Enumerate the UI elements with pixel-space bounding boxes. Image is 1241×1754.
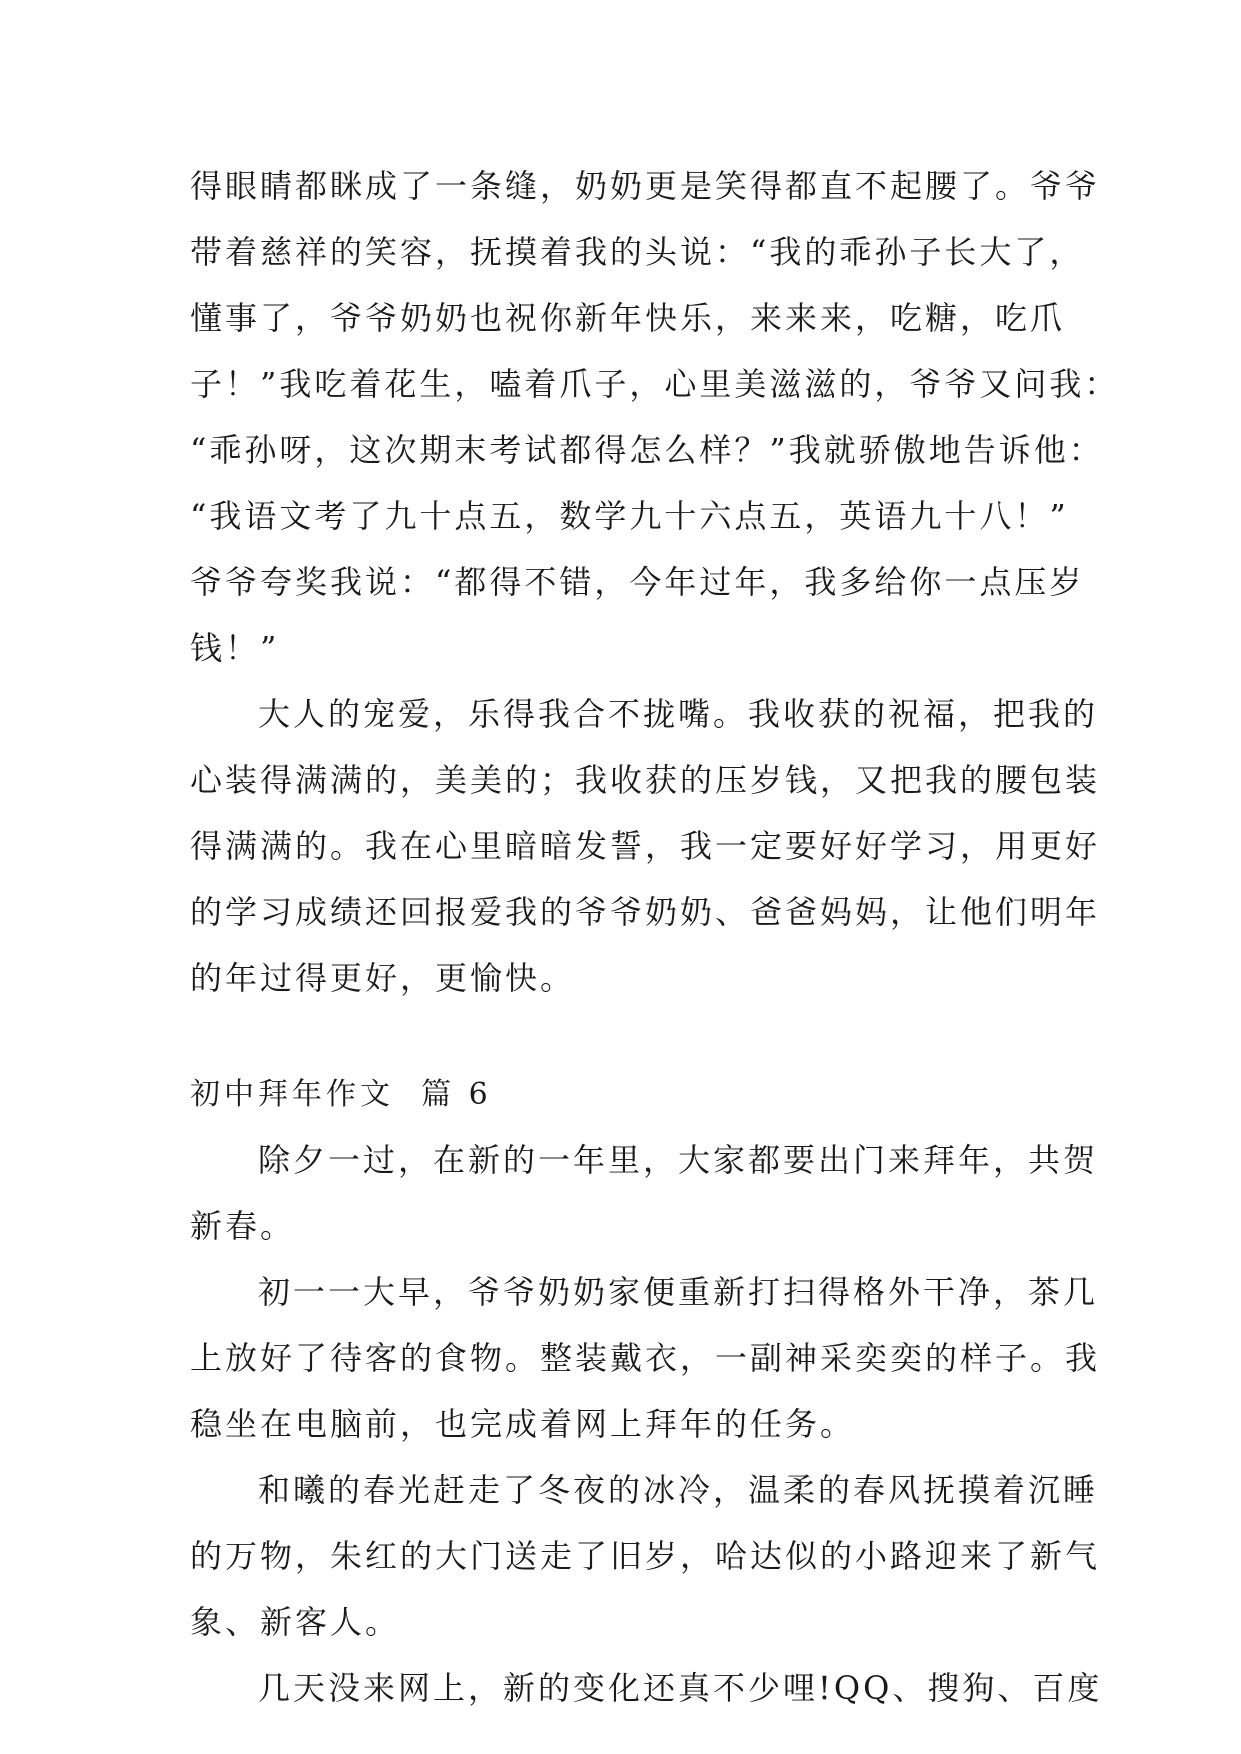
- text-line: 上放好了待客的食物。整装戴衣，一副神采奕奕的样子。我: [190, 1339, 1101, 1377]
- section-title: 初中拜年作文 篇 6: [190, 1077, 492, 1112]
- text-line: 得眼睛都眯成了一条缝，奶奶更是笑得都直不起腰了。爷爷: [190, 167, 1101, 205]
- text-line: 懂事了，爷爷奶奶也祝你新年快乐，来来来，吃糖，吃爪: [190, 299, 1066, 337]
- text-line: 心装得满满的，美美的；我收获的压岁钱，又把我的腰包装: [190, 761, 1101, 799]
- paragraph-first-line: 大人的宠爱，乐得我合不拢嘴。我收获的祝福，把我的: [258, 695, 1099, 733]
- paragraph-first-line: 几天没来网上，新的变化还真不少哩!QQ、搜狗、百度: [258, 1669, 1103, 1707]
- text-line: 新春。: [190, 1207, 296, 1245]
- text-line: “乖孙呀，这次期末考试都得怎么样？”我就骄傲地告诉他：: [190, 431, 1104, 469]
- text-line: 稳坐在电脑前，也完成着网上拜年的任务。: [190, 1405, 856, 1443]
- text-line: 钱！”: [190, 629, 280, 667]
- text-line: 象、新客人。: [190, 1603, 401, 1641]
- text-line: 得满满的。我在心里暗暗发誓，我一定要好好学习，用更好: [190, 827, 1101, 865]
- paragraph-first-line: 除夕一过，在新的一年里，大家都要出门来拜年，共贺: [258, 1141, 1099, 1179]
- text-line: 爷爷夸奖我说：“都得不错，今年过年，我多给你一点压岁: [190, 563, 1085, 601]
- text-line: 的年过得更好，更愉快。: [190, 959, 576, 997]
- text-line: 子！”我吃着花生，嗑着爪子，心里美滋滋的，爷爷又问我：: [190, 365, 1120, 403]
- paragraph-first-line: 和曦的春光赶走了冬夜的冰冷，温柔的春风抚摸着沉睡: [258, 1471, 1099, 1509]
- text-line: 的学习成绩还回报爱我的爷爷奶奶、爸爸妈妈，让他们明年: [190, 893, 1101, 931]
- text-line: 带着慈祥的笑容，抚摸着我的头说：“我的乖孙子长大了，: [190, 233, 1085, 271]
- text-line: “我语文考了九十点五，数学九十六点五，英语九十八！”: [190, 497, 1069, 535]
- text-line: 的万物，朱红的大门送走了旧岁，哈达似的小路迎来了新气: [190, 1537, 1101, 1575]
- paragraph-first-line: 初一一大早，爷爷奶奶家便重新打扫得格外干净，茶几: [258, 1273, 1099, 1311]
